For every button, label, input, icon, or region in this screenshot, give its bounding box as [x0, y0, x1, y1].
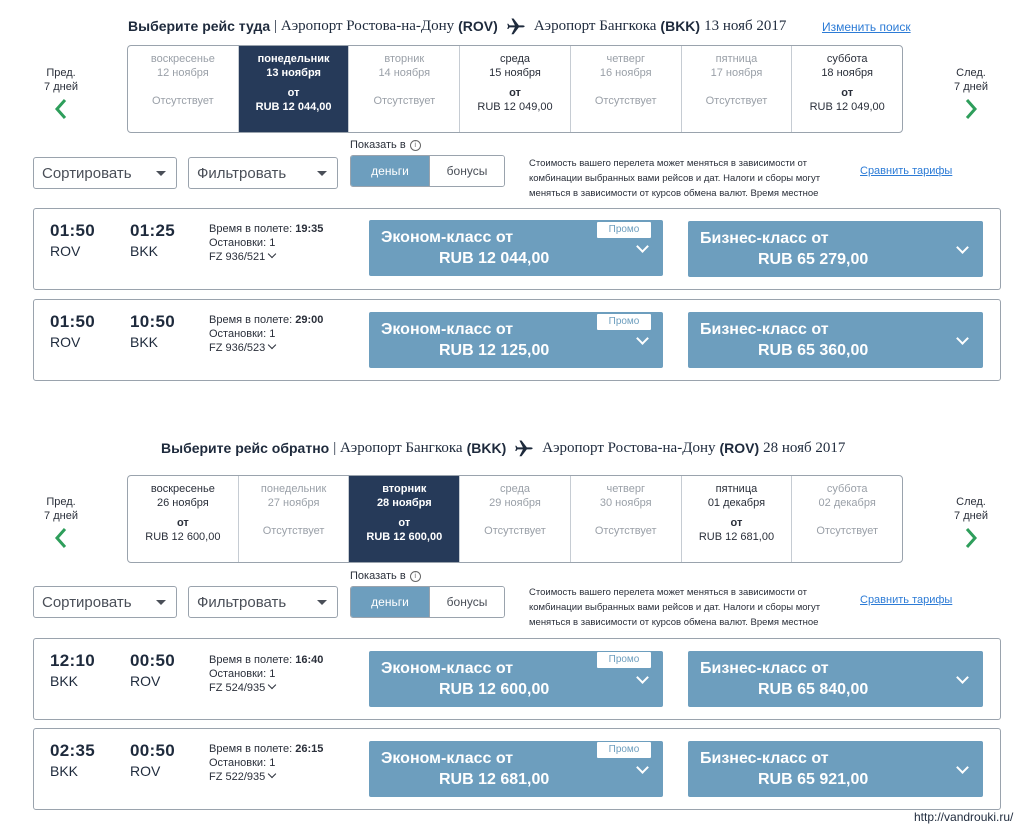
- arrival-time: 00:50: [130, 651, 175, 670]
- date-cell-fri[interactable]: [681, 46, 792, 132]
- business-fare-button[interactable]: [688, 651, 983, 707]
- business-price: RUB 65 279,00: [758, 251, 869, 268]
- outbound-to-code: (BKK): [660, 18, 701, 34]
- outbound-title-main: Выберите рейс туда: [128, 18, 271, 34]
- departure: [50, 312, 95, 350]
- date: 17 ноября: [710, 67, 763, 79]
- caret-down-icon: [317, 600, 327, 605]
- business-price: RUB 65 921,00: [758, 771, 869, 788]
- date: 29 ноября: [489, 497, 541, 509]
- weekday: вторник: [382, 483, 427, 495]
- weekday: четверг: [606, 483, 645, 495]
- flight-details: [209, 653, 323, 695]
- weekday: понедельник: [257, 53, 330, 65]
- return-date: 28 нояб 2017: [763, 439, 846, 456]
- from-label: от: [287, 87, 300, 99]
- duration-value: 29:00: [295, 314, 324, 326]
- return-prev-week-button[interactable]: [36, 495, 86, 549]
- day-price: RUB 12 044,00: [255, 101, 332, 113]
- flight-details: [209, 222, 323, 264]
- return-title-main: Выберите рейс обратно: [161, 440, 330, 456]
- return-to-code: (ROV): [719, 440, 760, 456]
- date-cell-thu[interactable]: [570, 46, 681, 132]
- arrival-time: 01:25: [130, 221, 175, 240]
- chevron-left-icon: [54, 98, 68, 120]
- arrival-airport: BKK: [130, 243, 159, 259]
- stops: Остановки: 1: [209, 328, 276, 340]
- date: 16 ноября: [599, 67, 652, 79]
- date-cell-wed[interactable]: [459, 476, 570, 562]
- economy-price: RUB 12 044,00: [439, 250, 550, 267]
- departure-time: 01:50: [50, 221, 95, 240]
- business-price: RUB 65 840,00: [758, 681, 869, 698]
- compare-fares-link[interactable]: Сравнить тарифы: [860, 594, 953, 606]
- outbound-prev-week-button[interactable]: [36, 66, 86, 120]
- business-label: Бизнес-класс от: [700, 750, 829, 767]
- departure-airport: ROV: [50, 243, 81, 259]
- sort-label: Сортировать: [42, 593, 132, 611]
- arrival-airport: ROV: [130, 763, 161, 779]
- date: 12 ноября: [157, 67, 209, 79]
- show-in-text: Показать в: [350, 570, 406, 582]
- economy-price: RUB 12 600,00: [439, 681, 550, 698]
- from-label: от: [398, 517, 411, 529]
- availability-status: Отсутствует: [594, 525, 657, 537]
- flight-number: FZ 936/521: [209, 251, 266, 263]
- departure: [50, 221, 95, 259]
- promo-badge: Промо: [596, 221, 652, 239]
- return-from-code: (BKK): [466, 440, 507, 456]
- day-price: RUB 12 600,00: [145, 531, 221, 543]
- departure-time: 02:35: [50, 741, 95, 760]
- compare-fares-link[interactable]: Сравнить тарифы: [860, 165, 953, 177]
- date: 27 ноября: [267, 497, 320, 509]
- chevron-down-icon: [268, 250, 276, 258]
- weekday: понедельник: [260, 483, 327, 495]
- day-price: RUB 12 681,00: [698, 531, 775, 543]
- availability-status: Отсутствует: [594, 95, 657, 107]
- chevron-down-icon: [636, 332, 649, 345]
- stops: Остановки: 1: [209, 237, 276, 249]
- date: 02 декабря: [818, 497, 876, 509]
- date-cell-mon[interactable]: [238, 476, 349, 562]
- outbound-to: Аэропорт Бангкока: [533, 17, 657, 34]
- departure: [50, 741, 95, 779]
- chevron-down-icon: [956, 671, 969, 684]
- economy-label: Эконом-класс от: [381, 750, 514, 767]
- availability-status: Отсутствует: [816, 525, 879, 537]
- departure-airport: BKK: [50, 673, 79, 689]
- weekday: суббота: [826, 53, 868, 65]
- date-cell-tue[interactable]: [348, 46, 459, 132]
- arrival-time: 10:50: [130, 312, 175, 331]
- flight-number: FZ 524/935: [209, 682, 266, 694]
- duration-label: Время в полете:: [209, 223, 293, 235]
- chevron-down-icon: [268, 770, 276, 778]
- arrival-time: 00:50: [130, 741, 175, 760]
- date: 01 декабря: [707, 497, 766, 509]
- plane-icon: [514, 439, 536, 457]
- weekday: воскресенье: [150, 483, 215, 495]
- from-label: от: [841, 87, 854, 99]
- date: 15 ноября: [489, 67, 541, 79]
- return-date-strip: [127, 475, 903, 563]
- flight-number: FZ 522/935: [209, 771, 266, 783]
- money-toggle-option[interactable]: деньги: [351, 156, 429, 186]
- economy-price: RUB 12 125,00: [439, 342, 550, 359]
- weekday: среда: [500, 483, 531, 495]
- filter-dropdown[interactable]: [188, 586, 338, 618]
- date: 30 ноября: [599, 497, 652, 509]
- availability-status: Отсутствует: [484, 525, 546, 537]
- info-icon[interactable]: i: [410, 571, 421, 582]
- caret-down-icon: [317, 171, 327, 176]
- date-cell-wed[interactable]: [459, 46, 570, 132]
- arrival: [130, 221, 175, 259]
- date-cell-sat[interactable]: [791, 476, 902, 562]
- return-next-week-button[interactable]: [946, 495, 996, 549]
- weekday: четверг: [606, 53, 645, 65]
- from-label: от: [730, 517, 743, 529]
- arrival: [130, 741, 175, 779]
- weekday: пятница: [715, 483, 758, 495]
- prev-label: Пред.: [46, 67, 76, 79]
- flight-details: [209, 313, 323, 355]
- bonus-toggle-option[interactable]: бонусы: [429, 587, 504, 617]
- promo-badge: Промо: [596, 741, 652, 759]
- economy-label: Эконом-класс от: [381, 321, 514, 338]
- day-price: RUB 12 049,00: [477, 101, 553, 113]
- departure-airport: BKK: [50, 763, 79, 779]
- outbound-from: | Аэропорт Ростова-на-Дону: [274, 17, 455, 34]
- outbound-title: [128, 17, 786, 35]
- show-in-text: Показать в: [350, 139, 406, 151]
- chevron-down-icon: [268, 341, 276, 349]
- duration-value: 16:40: [295, 654, 324, 666]
- business-label: Бизнес-класс от: [700, 321, 829, 338]
- filter-label: Фильтровать: [197, 164, 287, 182]
- departure-airport: ROV: [50, 334, 81, 350]
- business-fare-button[interactable]: [688, 741, 983, 797]
- plane-icon: [506, 17, 528, 35]
- date-cell-mon[interactable]: [238, 46, 349, 132]
- chevron-right-icon: [964, 98, 978, 120]
- date-cell-sat[interactable]: [791, 46, 902, 132]
- next-label: След.: [956, 496, 986, 508]
- watermark: http://vandrouki.ru/: [914, 810, 1014, 824]
- weekday: воскресенье: [150, 53, 215, 65]
- arrival: [130, 312, 175, 350]
- weekday: пятница: [715, 53, 758, 65]
- date: 14 ноября: [378, 67, 431, 79]
- availability-status: Отсутствует: [373, 95, 436, 107]
- arrival: [130, 651, 175, 689]
- chevron-right-icon: [964, 527, 978, 549]
- date-cell-tue[interactable]: [348, 476, 459, 562]
- stops: Остановки: 1: [209, 757, 276, 769]
- stops: Остановки: 1: [209, 668, 276, 680]
- business-fare-button[interactable]: [688, 221, 983, 277]
- chevron-down-icon: [268, 681, 276, 689]
- business-label: Бизнес-класс от: [700, 230, 829, 247]
- prev-sublabel: 7 дней: [44, 81, 78, 93]
- info-icon[interactable]: i: [410, 140, 421, 151]
- show-in-label: [350, 570, 421, 582]
- sort-dropdown[interactable]: [33, 157, 177, 189]
- chevron-down-icon: [636, 240, 649, 253]
- date-cell-sun[interactable]: [128, 476, 238, 562]
- outbound-date-strip: [127, 45, 903, 133]
- promo-badge: Промо: [596, 313, 652, 331]
- currency-toggle: [350, 155, 505, 187]
- business-price: RUB 65 360,00: [758, 342, 869, 359]
- flight-number-toggle[interactable]: [209, 770, 323, 784]
- duration-value: 26:15: [295, 743, 324, 755]
- date-cell-fri[interactable]: [681, 476, 792, 562]
- outbound-date: 13 нояб 2017: [704, 17, 787, 34]
- date-cell-thu[interactable]: [570, 476, 681, 562]
- filter-dropdown[interactable]: [188, 157, 338, 189]
- flight-number-toggle[interactable]: [209, 681, 323, 695]
- outbound-next-week-button[interactable]: [946, 66, 996, 120]
- sort-label: Сортировать: [42, 164, 132, 182]
- departure: [50, 651, 95, 689]
- chevron-down-icon: [956, 761, 969, 774]
- return-from: | Аэропорт Бангкока: [333, 439, 463, 456]
- caret-down-icon: [156, 171, 166, 176]
- next-sublabel: 7 дней: [954, 510, 988, 522]
- duration-value: 19:35: [295, 223, 324, 235]
- date: 26 ноября: [157, 497, 209, 509]
- next-label: След.: [956, 67, 986, 79]
- price-note: Стоимость вашего перелета может меняться в зависимости от комбинации выбранных вами рейсов и дат. Налоги и сборы могут меняться в зависимости от курсов обмена валют. Время местное: [529, 587, 821, 628]
- duration-label: Время в полете:: [209, 654, 293, 666]
- price-note: Стоимость вашего перелета может меняться в зависимости от комбинации выбранных вами рейсов и дат. Налоги и сборы могут меняться в зависимости от курсов обмена валют. Время местное: [529, 158, 821, 199]
- departure-time: 12:10: [50, 651, 95, 670]
- date-cell-sun[interactable]: [128, 46, 238, 132]
- return-title: [161, 439, 845, 457]
- weekday: вторник: [384, 53, 425, 65]
- prev-label: Пред.: [46, 496, 76, 508]
- day-price: RUB 12 049,00: [809, 101, 885, 113]
- departure-time: 01:50: [50, 312, 95, 331]
- chevron-down-icon: [956, 241, 969, 254]
- flight-number-toggle[interactable]: [209, 341, 323, 355]
- next-sublabel: 7 дней: [954, 81, 988, 93]
- arrival-airport: ROV: [130, 673, 161, 689]
- business-label: Бизнес-класс от: [700, 660, 829, 677]
- availability-status: Отсутствует: [262, 525, 325, 537]
- outbound-from-code: (ROV): [458, 18, 498, 34]
- show-in-label: [350, 139, 421, 151]
- currency-toggle: [350, 586, 505, 618]
- date: 13 ноября: [266, 67, 321, 79]
- from-label: от: [176, 517, 189, 529]
- caret-down-icon: [156, 600, 166, 605]
- chevron-down-icon: [636, 761, 649, 774]
- sort-dropdown[interactable]: [33, 586, 177, 618]
- from-label: от: [509, 87, 521, 99]
- prev-sublabel: 7 дней: [44, 510, 78, 522]
- chevron-down-icon: [956, 332, 969, 345]
- duration-label: Время в полете:: [209, 314, 293, 326]
- chevron-down-icon: [636, 671, 649, 684]
- economy-label: Эконом-класс от: [381, 229, 514, 246]
- promo-badge: Промо: [596, 651, 652, 669]
- availability-status: Отсутствует: [705, 95, 768, 107]
- chevron-left-icon: [54, 527, 68, 549]
- date: 28 ноября: [376, 497, 432, 509]
- flight-number-toggle[interactable]: [209, 250, 323, 264]
- date: 18 ноября: [821, 67, 874, 79]
- availability-status: Отсутствует: [152, 95, 214, 107]
- arrival-airport: BKK: [130, 334, 159, 350]
- filter-label: Фильтровать: [197, 593, 287, 611]
- economy-label: Эконом-класс от: [381, 660, 514, 677]
- change-search-link[interactable]: Изменить поиск: [822, 20, 911, 34]
- bonus-toggle-option[interactable]: бонусы: [429, 156, 504, 186]
- economy-price: RUB 12 681,00: [439, 771, 550, 788]
- flight-details: [209, 742, 323, 784]
- business-fare-button[interactable]: [688, 312, 983, 368]
- weekday: суббота: [826, 483, 868, 495]
- duration-label: Время в полете:: [209, 743, 293, 755]
- money-toggle-option[interactable]: деньги: [351, 587, 429, 617]
- flight-number: FZ 936/523: [209, 342, 266, 354]
- weekday: среда: [500, 53, 531, 65]
- day-price: RUB 12 600,00: [366, 531, 443, 543]
- return-to: Аэропорт Ростова-на-Дону: [542, 439, 716, 456]
